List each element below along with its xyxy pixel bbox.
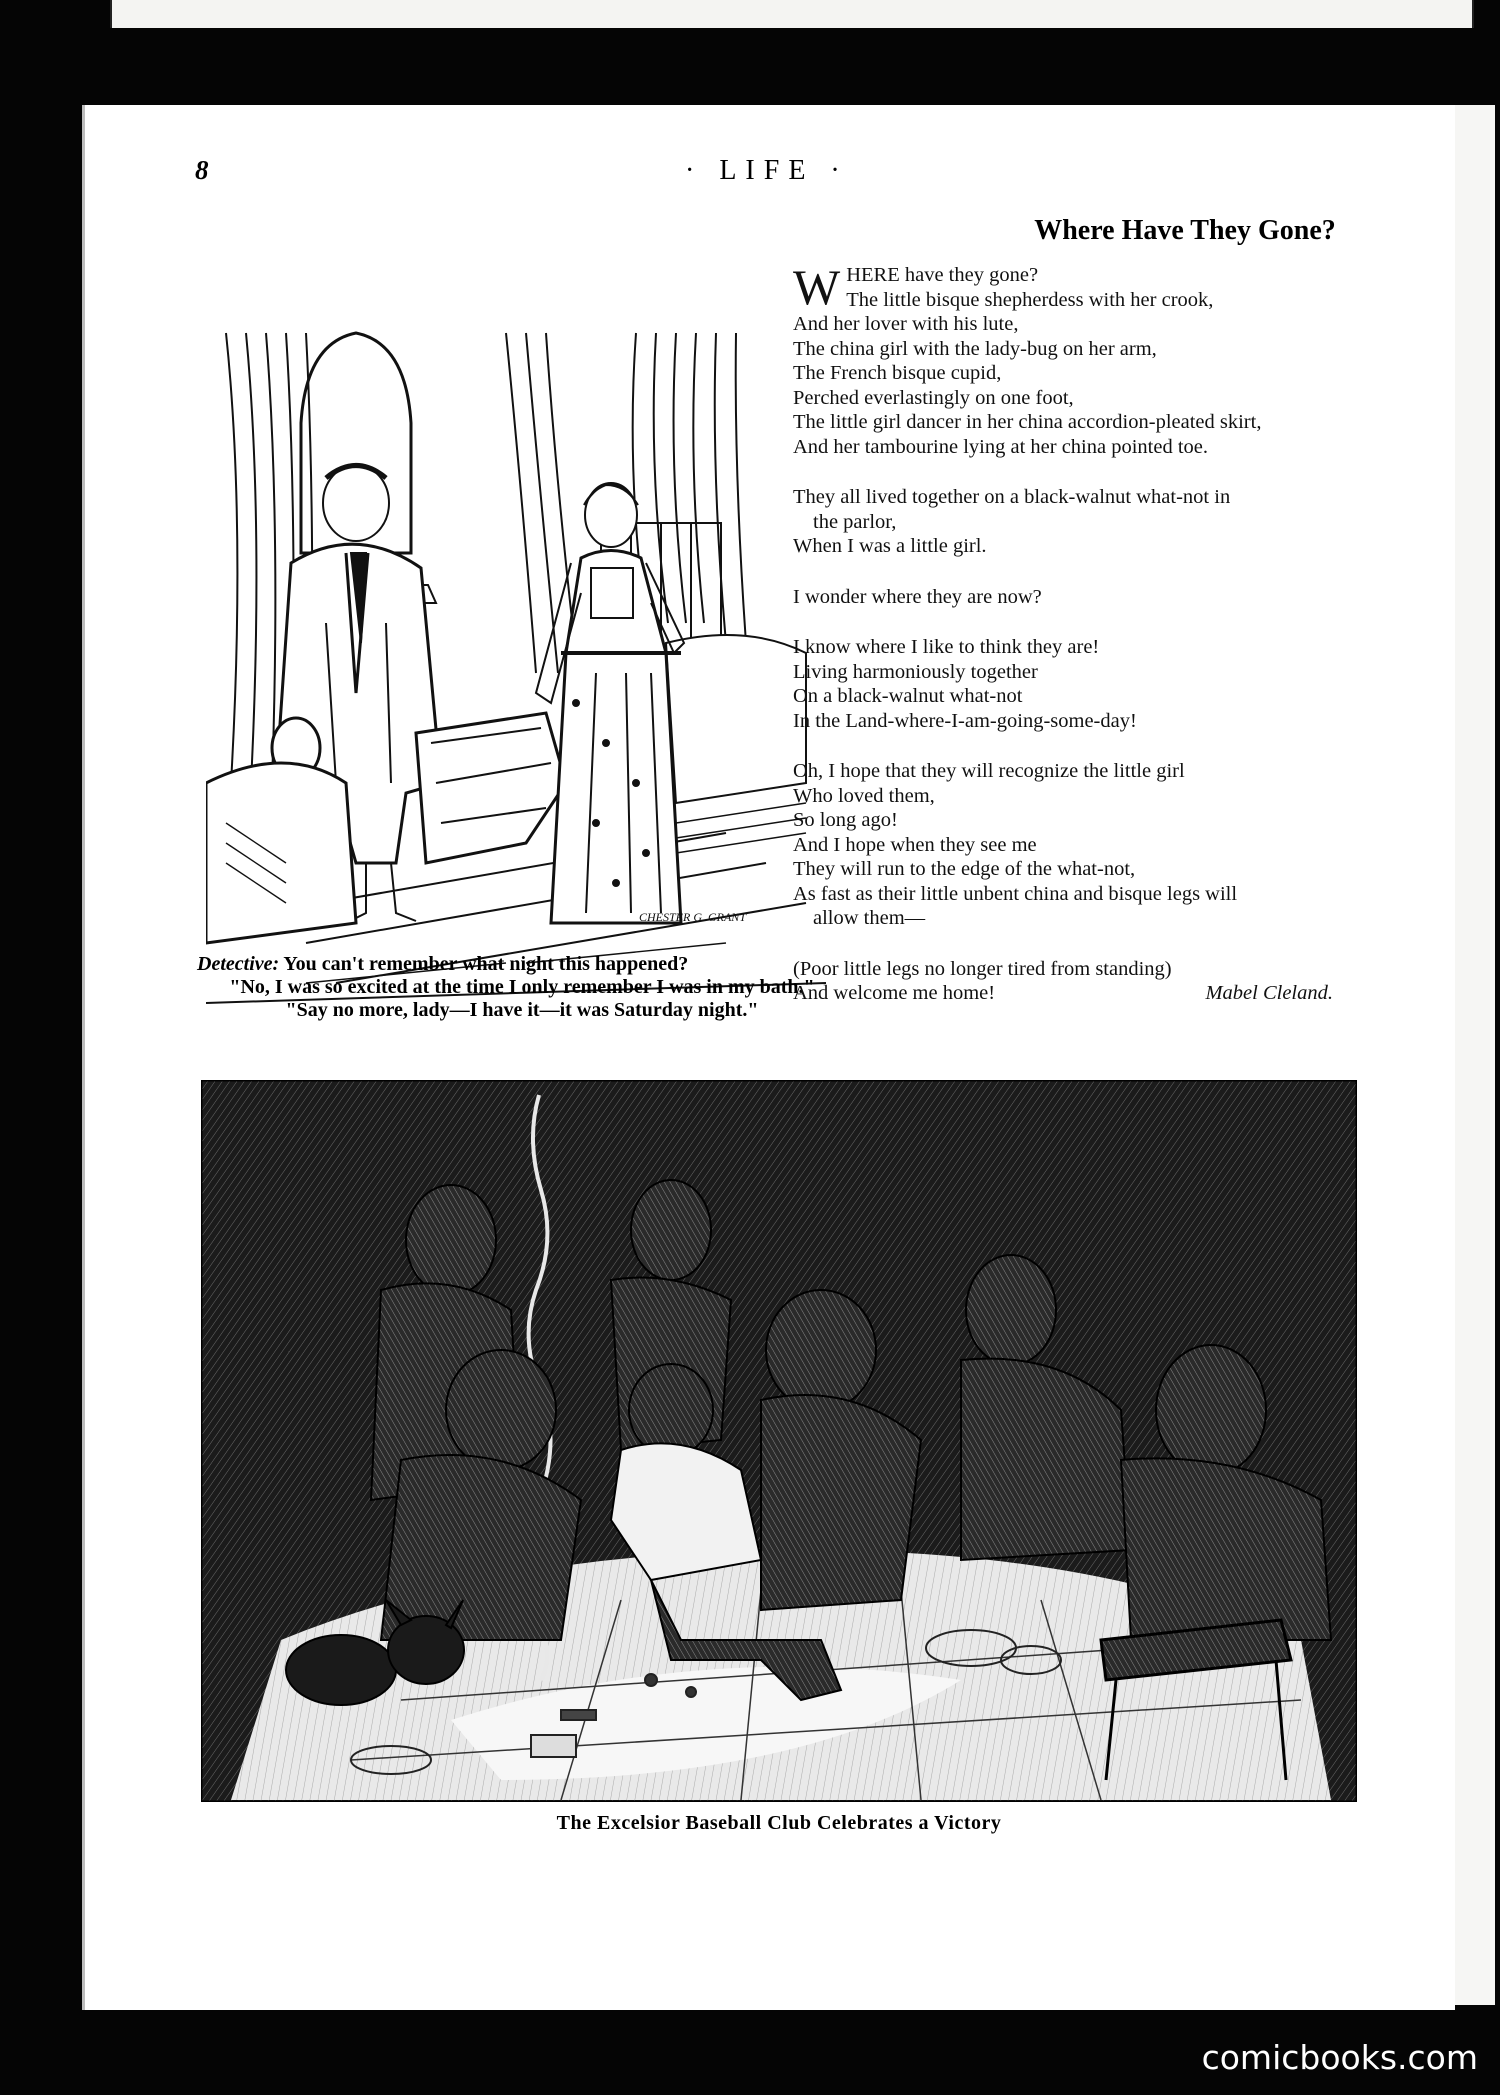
poem-line: the parlor, (813, 510, 897, 533)
poem-title: Where Have They Gone? (1034, 215, 1336, 246)
poem-line: The little girl dancer in her china accordion-pleated skirt, (793, 411, 1262, 433)
poem-author: Mabel Cleland. (1205, 982, 1333, 1004)
running-head: · LIFE · (685, 155, 849, 186)
detective-cartoon-illustration (206, 223, 826, 1043)
poem-line: (Poor little legs no longer tired from standing) (793, 957, 1172, 980)
poem-stanza (793, 635, 1453, 733)
previous-page-edge (110, 0, 1474, 28)
poem-line: They all lived together on a black-walnut what-not in (793, 486, 1231, 508)
caption-line2: "No, I was so excited at the time I only remember I was in my bath." (229, 976, 815, 998)
poem-line: The china girl with the lady-bug on her arm, (793, 337, 1157, 360)
drop-cap: W (793, 259, 841, 315)
poem-line: Who loved them, (793, 784, 935, 807)
next-page-edge (1452, 105, 1495, 2005)
poem-line: As fast as their little unbent china and bisque legs will (793, 882, 1238, 905)
caption-line3: "Say no more, lady—I have it—it was Saturday night." (285, 999, 759, 1021)
poem-line: allow them— (813, 907, 926, 929)
poem-line: So long ago! (793, 809, 898, 831)
poem-line: I know where I like to think they are! (793, 636, 1100, 658)
poem-line: And her lover with his lute, (793, 313, 1019, 335)
poem-line: Perched everlastingly on one foot, (793, 386, 1074, 409)
poem-stanza (793, 957, 1453, 1006)
baseball-club-caption: The Excelsior Baseball Club Celebrates a Victory (556, 1812, 1002, 1834)
artist-signature: CHESTER G. GRANT (638, 910, 746, 924)
poem-line: In the Land-where-I-am-going-some-day! (793, 709, 1137, 732)
poem-line: I wonder where they are now? (793, 585, 1042, 608)
poem-line: Oh, I hope that they will recognize the little girl (793, 760, 1185, 782)
magazine-page (82, 105, 1455, 2010)
detective-cartoon-caption (197, 953, 847, 1022)
poem-line: The French bisque cupid, (793, 362, 1002, 384)
poem-line: When I was a little girl. (793, 535, 987, 557)
poem-line: They will run to the edge of the what-not, (793, 858, 1136, 880)
caption-speaker: Detective: (197, 953, 280, 975)
poem-line: The little bisque shepherdess with her crook, (846, 288, 1214, 311)
baseball-club-illustration (201, 1080, 1357, 1802)
poem-stanza (793, 485, 1453, 559)
poem-stanza (793, 585, 1453, 610)
poem-line: And her tambourine lying at her china pointed toe. (793, 435, 1209, 458)
closing-line (793, 981, 1333, 1006)
poem-stanza (793, 759, 1453, 931)
caption-line1: You can't remember what night this happened? (279, 953, 689, 975)
page-number: 8 (195, 155, 209, 185)
poem-stanza (793, 259, 1453, 459)
watermark: comicbooks.com (1201, 2038, 1478, 2077)
poem-line: On a black-walnut what-not (793, 685, 1023, 707)
poem-body (793, 259, 1453, 1032)
poem-line: Living harmoniously together (793, 660, 1038, 683)
poem-line: And welcome me home! (793, 982, 996, 1004)
poem-line: HERE have they gone? (846, 264, 1039, 286)
poem-line: And I hope when they see me (793, 833, 1037, 856)
